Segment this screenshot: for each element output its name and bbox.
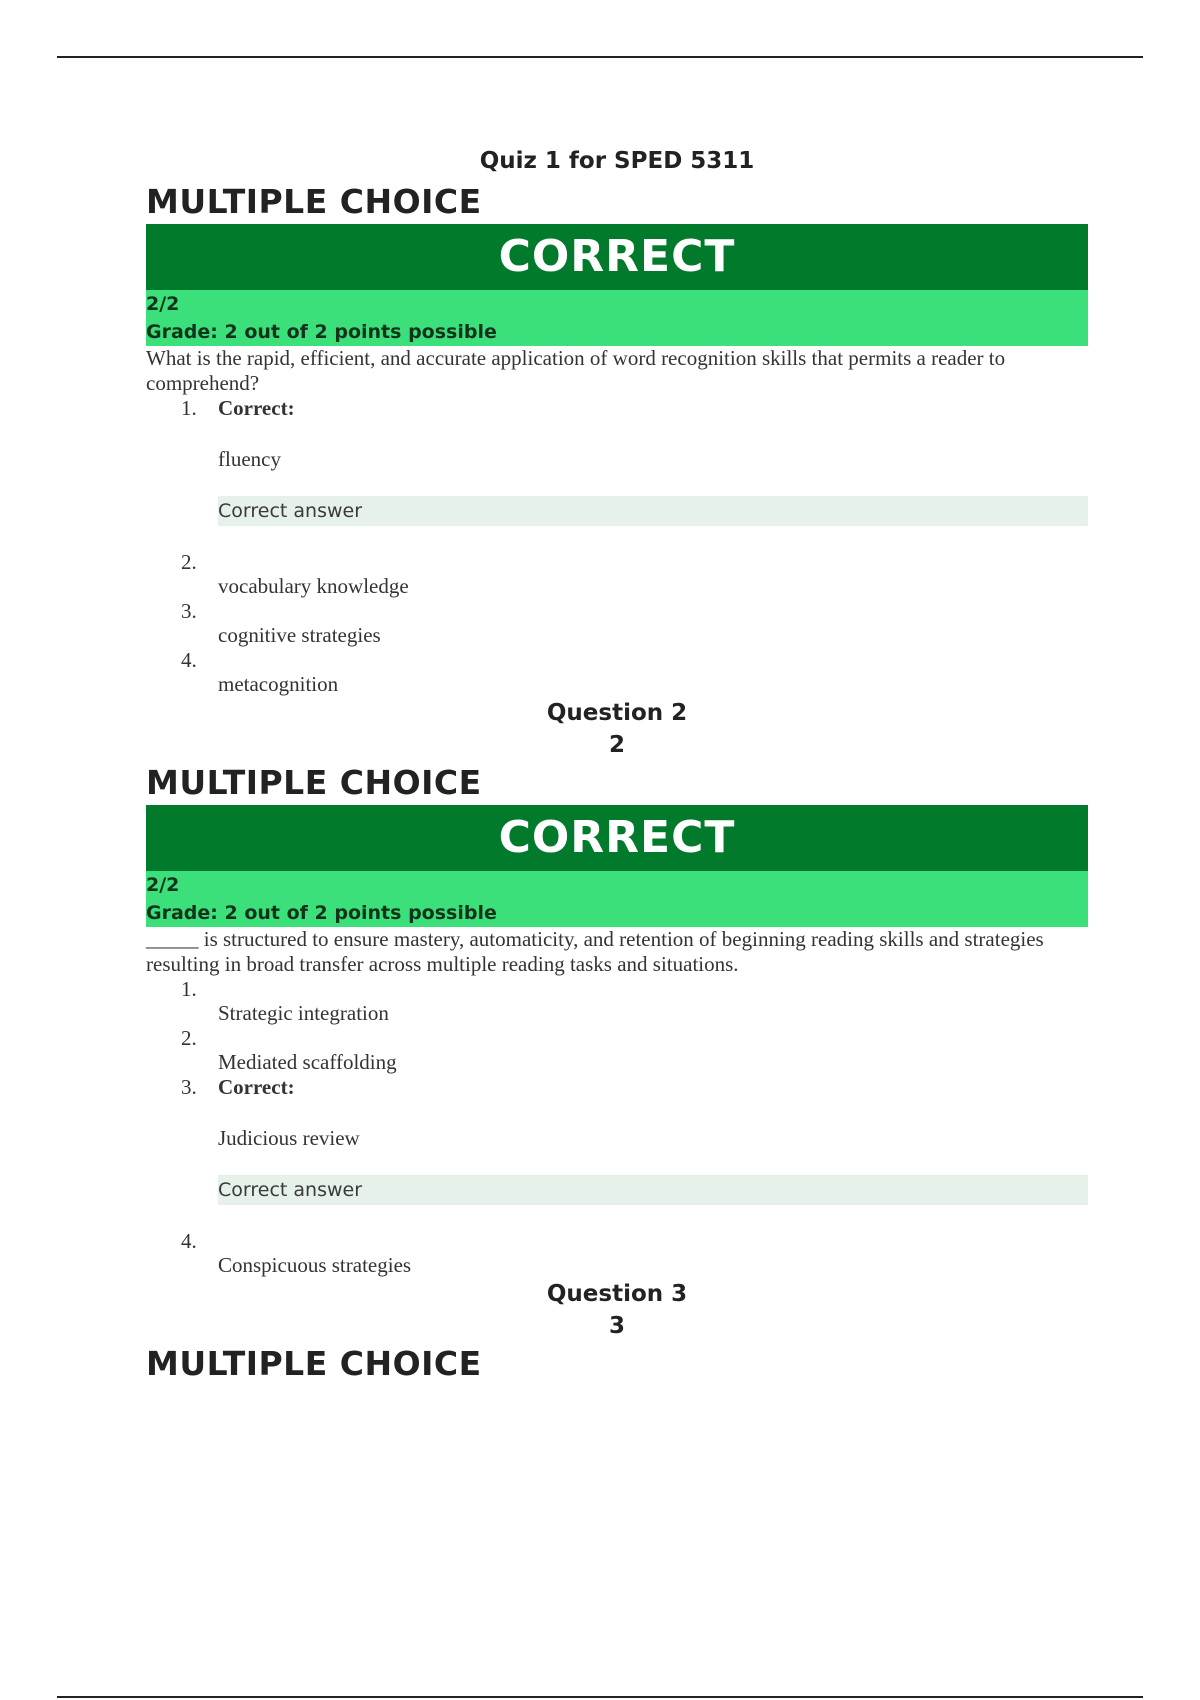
status-banner: CORRECT [146,224,1088,290]
answer-option [146,977,1088,1026]
question-label: Question 2 [546,700,688,726]
option-number: 4. [181,648,197,672]
option-text: metacognition [218,672,339,696]
option-number: 2. [181,550,197,574]
grade-text: Grade: 2 out of 2 points possible [146,902,497,924]
question-type-heading: MULTIPLE CHOICE [146,1344,482,1383]
question-heading [146,1278,1088,1342]
correct-label: Correct: [218,1075,295,1099]
option-number: 4. [181,1229,197,1253]
correct-answer-note: Correct answer [218,496,1088,526]
option-number: 1. [181,396,197,420]
option-text: Conspicuous strategies [218,1253,412,1277]
question-number: 2 [608,732,625,758]
score: 2/2 [146,293,180,315]
question-1 [146,180,1088,697]
option-text: cognitive strategies [218,623,381,647]
question-3 [146,1278,1088,1386]
top-rule [57,56,1143,58]
option-text: Judicious review [218,1126,360,1150]
grade-box [146,871,1088,927]
answer-option [146,599,1088,648]
question-text: What is the rapid, efficient, and accurate application of word recognition skills that permits a reader to comprehend? [146,346,1006,395]
score: 2/2 [146,874,180,896]
answer-option [146,1229,1088,1278]
answer-option [146,1026,1088,1075]
grade-text: Grade: 2 out of 2 points possible [146,321,497,343]
answer-option [146,1075,1088,1205]
question-type-heading: MULTIPLE CHOICE [146,763,482,802]
bottom-rule [57,1696,1143,1698]
question-type-heading: MULTIPLE CHOICE [146,182,482,221]
option-number: 3. [181,599,197,623]
answer-options [146,977,1088,1278]
answer-option [146,648,1088,697]
quiz-page [146,142,1088,1386]
option-number: 3. [181,1075,197,1099]
option-text: vocabulary knowledge [218,574,409,598]
answer-options [146,396,1088,697]
answer-option [146,550,1088,599]
answer-option [146,396,1088,526]
grade-box [146,290,1088,346]
option-number: 1. [181,977,197,1001]
option-text: Mediated scaffolding [218,1050,397,1074]
status-banner: CORRECT [146,805,1088,871]
option-text: fluency [218,447,281,471]
option-text: Strategic integration [218,1001,389,1025]
correct-answer-note: Correct answer [218,1175,1088,1205]
question-heading [146,697,1088,761]
question-number: 3 [608,1313,625,1339]
question-2 [146,697,1088,1278]
option-number: 2. [181,1026,197,1050]
quiz-title: Quiz 1 for SPED 5311 [479,148,755,174]
question-text: _____ is structured to ensure mastery, automaticity, and retention of beginning reading skills and strategies resulting in broad transfer across multiple reading tasks and situations. [146,927,1044,976]
correct-label: Correct: [218,396,295,420]
question-label: Question 3 [546,1281,688,1307]
